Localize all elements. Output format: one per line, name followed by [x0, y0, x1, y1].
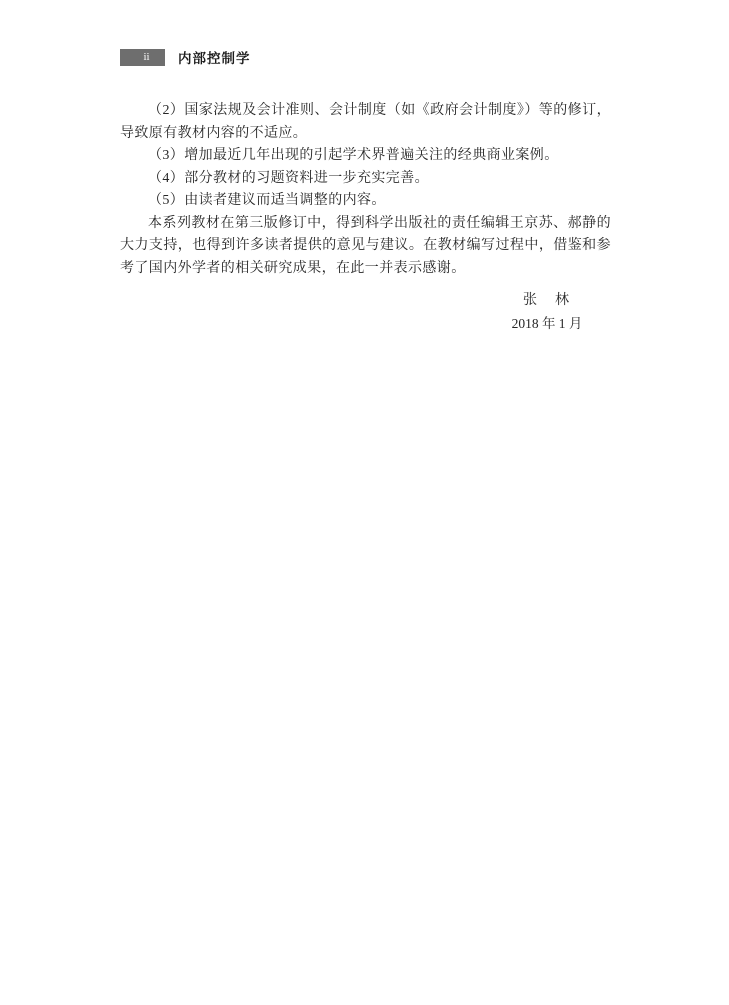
- author-name: 张 林: [523, 293, 571, 308]
- page-number-badge: ii: [120, 49, 165, 66]
- page-content: [120, 100, 611, 335]
- paragraph-revision-item-2: （2）国家法规及会计准则、会计制度（如《政府会计制度》）等的修订，导致原有教材内容的不适应。: [120, 103, 611, 141]
- paragraph-revision-item-4: （4）部分教材的习题资料进一步充实完善。: [148, 170, 429, 186]
- book-title: 内部控制学: [178, 51, 251, 66]
- signature-date: 2018 年 1 月: [511, 315, 583, 331]
- signature-block: [482, 290, 612, 335]
- paragraph-revision-item-5: （5）由读者建议而适当调整的内容。: [148, 193, 386, 208]
- paragraph-revision-item-3: （3）增加最近几年出现的引起学术界普遍关注的经典商业案例。: [148, 148, 559, 163]
- page-header: [120, 47, 251, 67]
- paragraph-acknowledgment: 本系列教材在第三版修订中，得到科学出版社的责任编辑王京苏、郝静的大力支持，也得到许多读者提供的意见与建议。在教材编写过程中，借鉴和参考了国内外学者的相关研究成果，在此一并表示感谢。: [120, 215, 611, 276]
